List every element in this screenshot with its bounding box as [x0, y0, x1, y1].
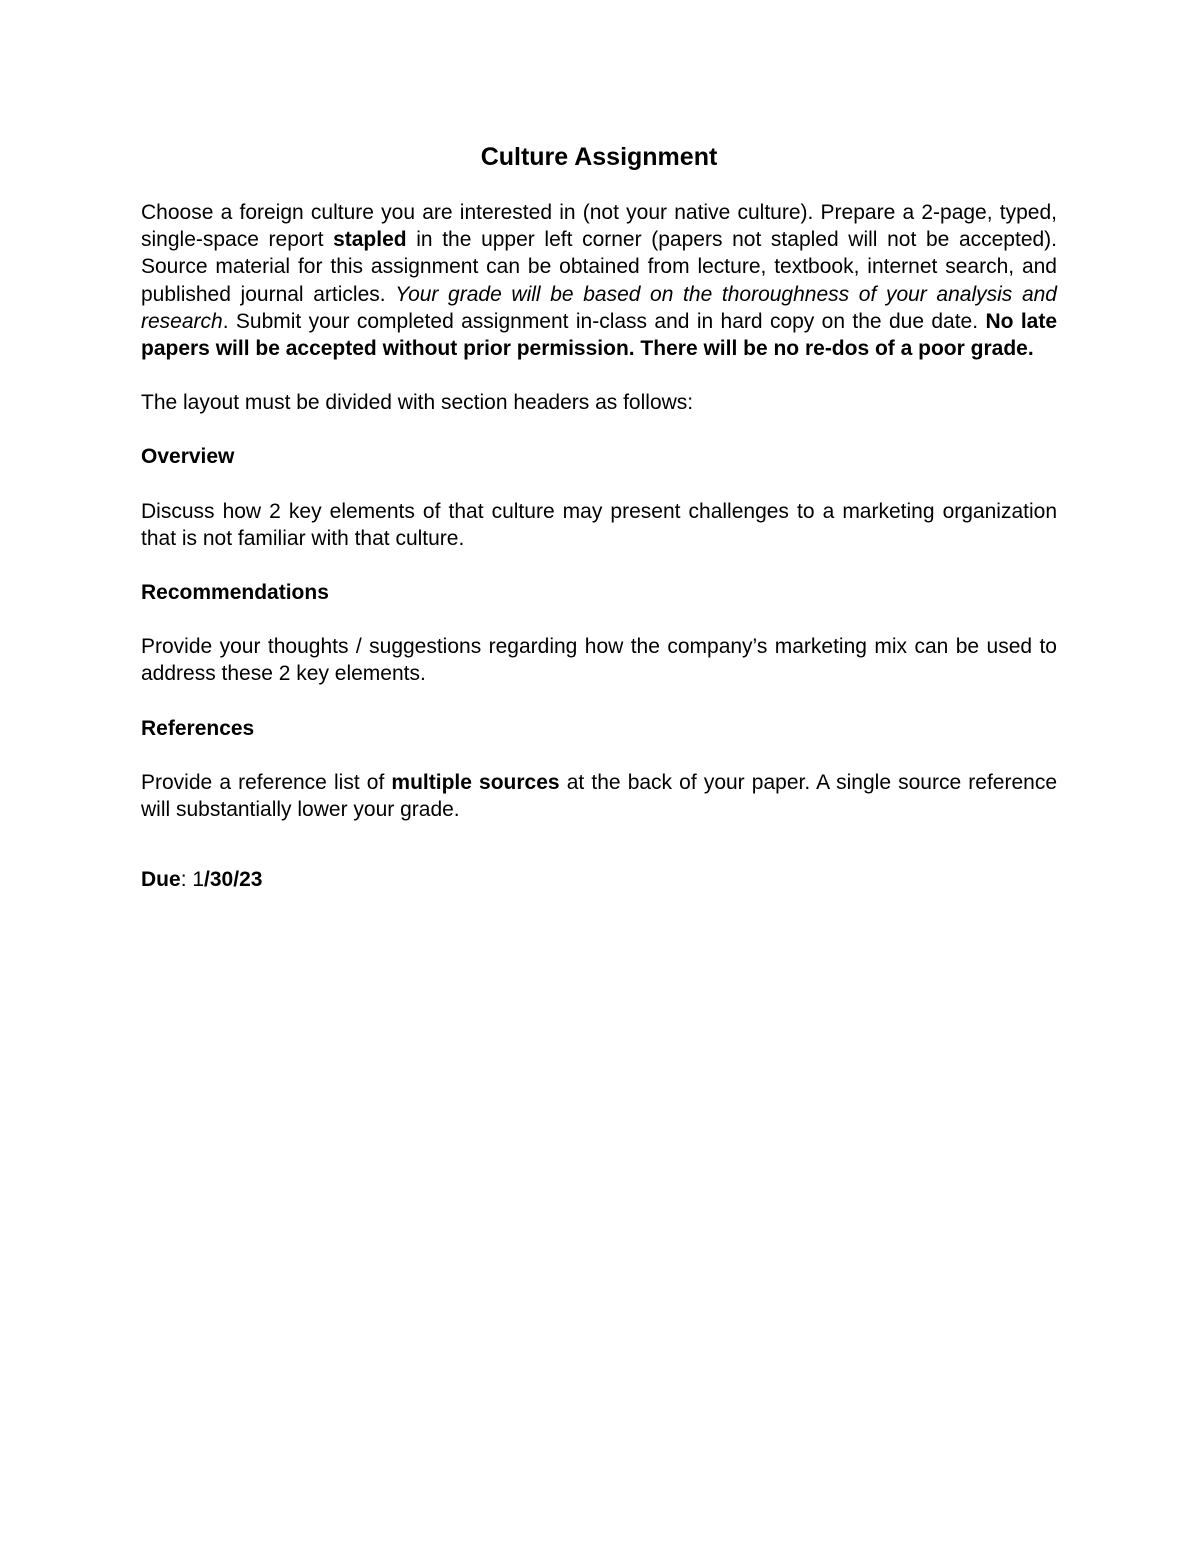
intro-grade-italic: Your grade will be based on the thoroughness of your analysis and research [141, 282, 1057, 333]
references-text-1: Provide a reference list of [141, 770, 392, 794]
recommendations-heading: Recommendations [141, 581, 329, 605]
due-separator: : [180, 868, 193, 892]
due-date-plain: 1 [192, 868, 205, 892]
intro-text-1: Choose a foreign culture you are interested in (not your native culture). Prepare a 2-page, typed, single-space report [141, 201, 1057, 252]
overview-heading: Overview [141, 445, 235, 469]
document-title: Culture Assignment [480, 143, 718, 171]
intro-paragraph [141, 199, 1057, 362]
intro-text-3: . Submit your completed assignment in-class and in hard copy on the due date. [222, 309, 986, 333]
references-heading: References [141, 716, 255, 740]
layout-intro: The layout must be divided with section headers as follows: [141, 391, 694, 415]
due-date-bold: /30/23 [204, 868, 263, 892]
intro-text-2: in the upper left corner (papers not stapled will not be accepted). Source material for this assignment can be obtained from lecture, textbook, internet search, and published journal articles. [141, 228, 1058, 306]
references-body [141, 769, 1057, 823]
document-page [141, 140, 1057, 893]
recommendations-body: Provide your thoughts / suggestions regarding how the company’s marketing mix can be used to address these 2 key elements. [141, 635, 1057, 686]
due-label: Due [141, 868, 181, 892]
due-date-line [141, 866, 1057, 893]
intro-stapled-bold: stapled [333, 228, 407, 252]
references-text-2: at the back of your paper. A single source reference will substantially lower your grade. [141, 770, 1058, 822]
intro-late-policy-bold: No late papers will be accepted without prior permission. There will be no re-dos of a poor grade. [141, 309, 1058, 361]
references-multiple-sources-bold: multiple sources [391, 770, 560, 794]
overview-body: Discuss how 2 key elements of that culture may present challenges to a marketing organization that is not familiar with that culture. [141, 499, 1057, 550]
